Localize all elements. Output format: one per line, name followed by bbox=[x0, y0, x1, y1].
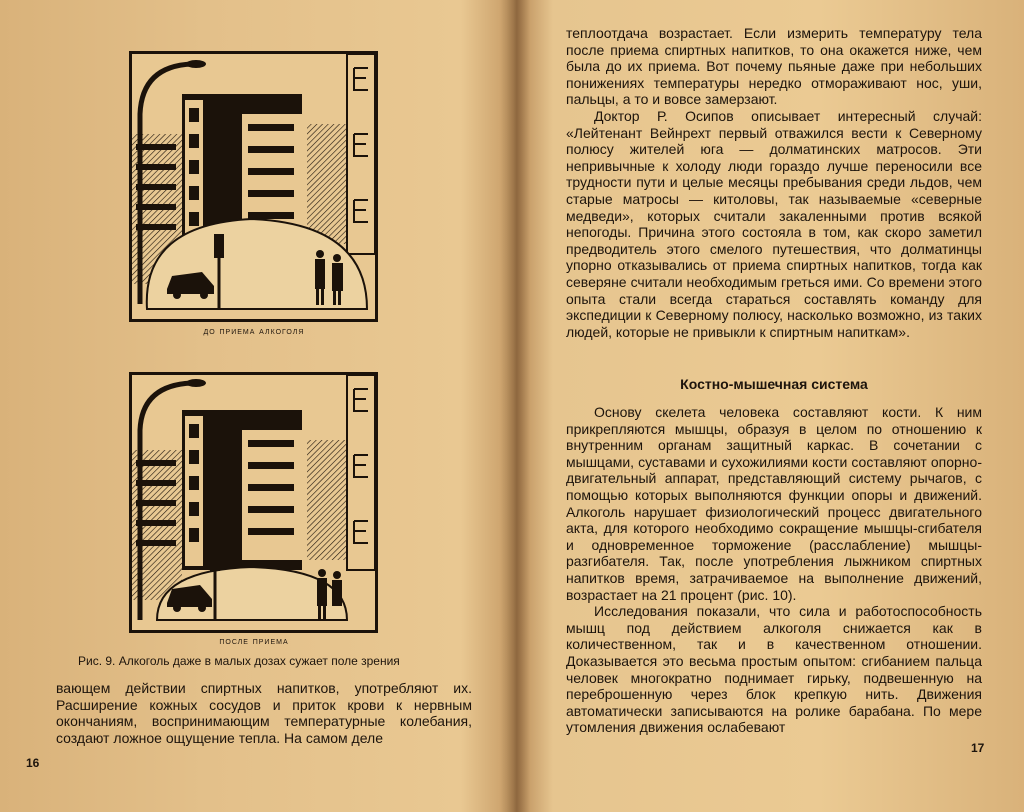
illustration-before-alcohol bbox=[129, 51, 378, 322]
page-number-right: 17 bbox=[971, 741, 985, 755]
figure-top-label: до приема алкоголя bbox=[203, 326, 305, 337]
paragraph-2: Доктор Р. Осипов описывает интересный случай: «Лейтенант Вейнрехт первый отважился вести к Северному полюсу жителей юга — долматинских матросов. Эти непривычные к холоду люди гораздо лучше переносили все трудности пути и целые месяцы пребывания среди льдов, чем старые матросы — китоловы, так называемые «северные медведи», которых считали закаленными против всякой непогоды. Причина этого состояла в том, как скоро заметил предводитель этого смелого путешествия, что долматинцы упорно отказывались от приема спиртных напитков, тогда как северяне считали необходимым греться ими. Со времени этого опыта стали всегда стараться составлять команду для экспедиции к Северному полюсу, насколько возможно, из таких людей, которые не привыкли к спиртным напиткам». bbox=[566, 107, 982, 340]
paragraph-3: Основу скелета человека составляют кости. К ним прикрепляются мышцы, образуя в целом по отношению к внутренним органам защитный каркас. В сочетании с мышцами, суставами и сухожилиями кости составляют опорно-двигательный аппарат, представляющий систему рычагов, с помощью которых выполняются функции опоры и движений. Алкоголь нарушает физиологический процесс двигательного акта, для которого необходимо сокращение мышцы-сгибателя и одновременное торможение (расслабление) мышцы-разгибателя. Так, после употребления лыжником спиртных напитков время, затрачиваемое на выполнение движений, возрастает на 21 процент (рис. 10). bbox=[566, 404, 982, 603]
right-page-text-bottom bbox=[566, 404, 982, 736]
left-page-text bbox=[56, 680, 472, 746]
paragraph-4: Исследования показали, что сила и работоспособность мышц под действием алкоголя снижается как в количественном, так и в качественном отношении. Доказывается это весьма простым опытом: сгибанием пальца человек многократно поднимает гирьку, подвешенную на переброшенную через блок крепкую нить. Движения автоматически записываются на ролике барабана. По мере утомления движения ослабевают bbox=[566, 603, 982, 736]
figure-caption: Рис. 9. Алкоголь даже в малых дозах сужает поле зрения bbox=[78, 654, 400, 668]
illustration-after-alcohol bbox=[129, 372, 378, 633]
right-page-text-top bbox=[566, 25, 982, 340]
paragraph-1: теплоотдача возрастает. Если измерить температуру тела после приема спиртных напитков, то она окажется ниже, чем была до их приема. Вот почему пьяные даже при небольших понижениях температуры нередко отмораживают нос, уши, пальцы, а то и вовсе замерзают. bbox=[566, 25, 982, 108]
page-number-left: 16 bbox=[26, 756, 40, 770]
left-paragraph: вающем действии спиртных напитков, употребляют их. Расширение кожных сосудов и приток крови к нервным окончаниям, воспринимающим температурные колебания, создают ложное ощущение тепла. На самом деле bbox=[56, 680, 472, 746]
section-heading: Костно-мышечная система bbox=[680, 376, 868, 392]
figure-bottom-label: после приема bbox=[219, 636, 289, 647]
